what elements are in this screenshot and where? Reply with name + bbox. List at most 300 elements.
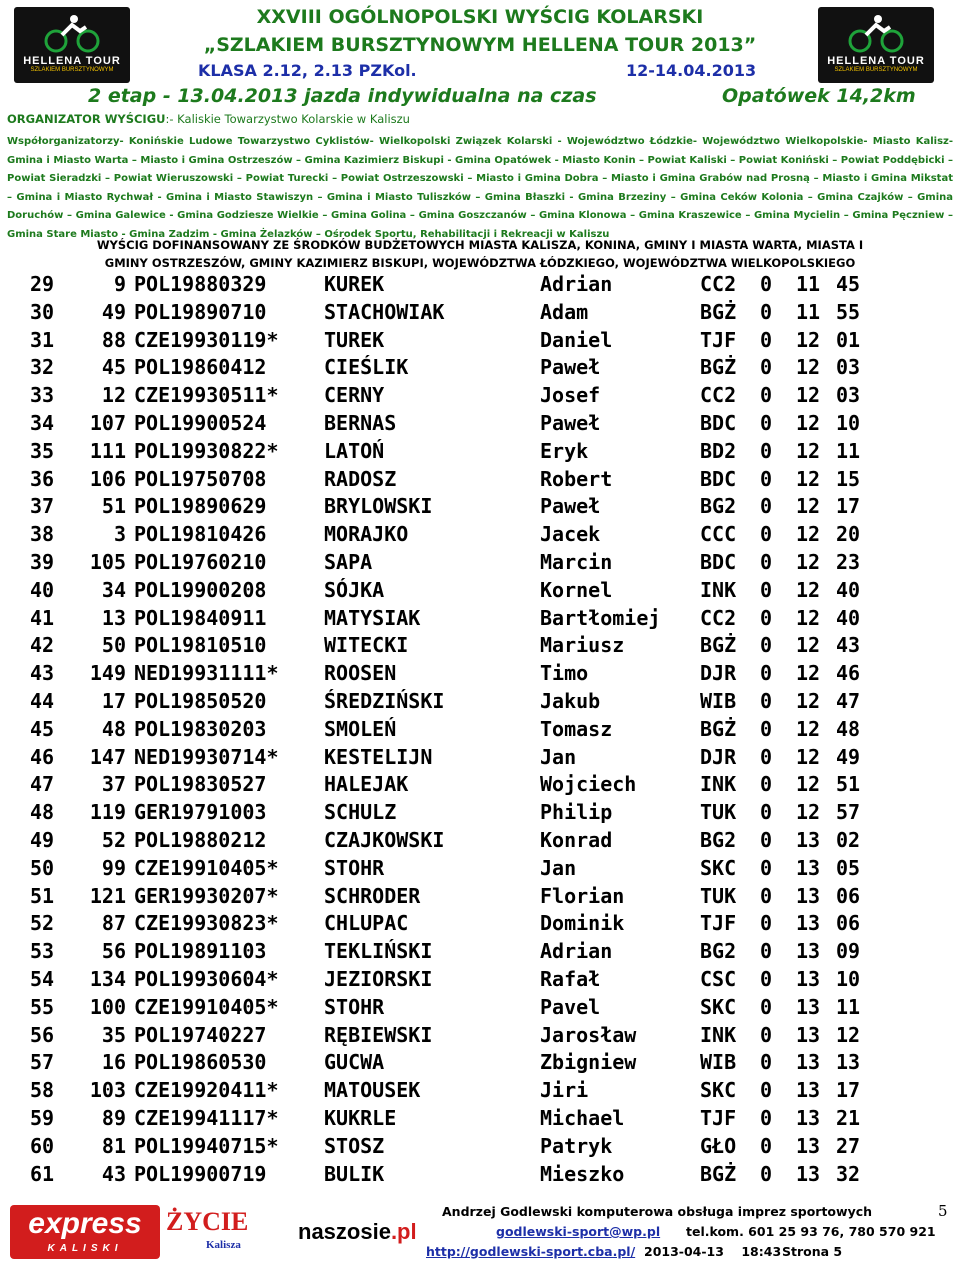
cell-last-name: GUCWA [324,1050,385,1075]
table-row [30,1105,872,1133]
cell-first-name: Mariusz [540,633,625,658]
cell-hours: 0 [760,466,773,491]
cell-last-name: BRYLOWSKI [324,494,433,519]
cell-minutes: 12 [796,466,821,491]
cell-uci-code: POL19900208 [134,577,267,602]
cell-team: BG2 [700,494,737,519]
footer-timestamp: 2013-04-13 18:43 [644,1244,782,1259]
race-class: KLASA 2.12, 2.13 PZKol. [198,61,417,80]
cell-place: 53 [30,939,55,964]
cell-seconds: 49 [836,744,861,769]
footer-page-label: Strona 5 [782,1244,843,1259]
race-subtitle: „SZLAKIEM BURSZTYNOWYM HELLENA TOUR 2013” [203,34,757,56]
cell-seconds: 10 [836,966,861,991]
cell-team: SKC [700,855,737,880]
cell-uci-code: POL19930822* [134,438,279,463]
cell-bib: 37 [101,772,126,797]
cell-team: DJR [700,661,737,686]
cell-last-name: STOHR [324,994,385,1019]
cell-hours: 0 [760,716,773,741]
cell-bib: 121 [89,883,126,908]
table-row [30,632,872,660]
cell-hours: 0 [760,688,773,713]
table-row [30,1133,872,1161]
cell-place: 36 [30,466,55,491]
cell-first-name: Rafał [540,966,601,991]
cell-place: 58 [30,1078,55,1103]
cell-seconds: 05 [836,855,861,880]
cell-seconds: 27 [836,1133,861,1158]
cell-minutes: 13 [796,1022,821,1047]
table-row [30,827,872,855]
cell-team: INK [700,772,737,797]
cell-first-name: Wojciech [540,772,637,797]
cell-team: BG2 [700,939,737,964]
cell-team: TUK [700,883,737,908]
cell-seconds: 46 [836,661,861,686]
cell-place: 48 [30,800,55,825]
cell-place: 57 [30,1050,55,1075]
cell-hours: 0 [760,1050,773,1075]
cell-hours: 0 [760,494,773,519]
cell-uci-code: GER19930207* [134,883,279,908]
cell-place: 33 [30,383,55,408]
cell-first-name: Bartłomiej [540,605,661,630]
logo-subtitle: SZLAKIEM BURSZTYNOWYM [30,67,114,73]
cell-last-name: KUKRLE [324,1105,397,1130]
cell-seconds: 09 [836,939,861,964]
cell-team: WIB [700,1050,737,1075]
coorganizers-block [7,133,953,244]
cell-minutes: 13 [796,827,821,852]
cell-place: 38 [30,522,55,547]
cell-team: BDC [700,549,737,574]
cell-bib: 134 [89,966,126,991]
cell-hours: 0 [760,272,773,296]
cell-last-name: CERNY [324,383,385,408]
table-row [30,327,872,355]
cell-bib: 34 [101,577,126,602]
cell-team: INK [700,1022,737,1047]
cell-last-name: STACHOWIAK [324,299,445,324]
cell-team: CSC [700,966,737,991]
cell-uci-code: CZE19941117* [134,1105,279,1130]
cell-place: 47 [30,772,55,797]
table-row [30,1049,872,1077]
cell-last-name: ŚREDZIŃSKI [324,688,445,713]
cell-seconds: 11 [836,438,861,463]
cell-minutes: 12 [796,744,821,769]
cell-bib: 48 [101,716,126,741]
express-kaliski-ad [10,1205,160,1259]
cell-team: CCC [700,522,737,547]
cell-uci-code: CZE19920411* [134,1078,279,1103]
cell-last-name: BERNAS [324,410,397,435]
cell-seconds: 40 [836,605,861,630]
coorganizers-label: Współorganizatorzy- [7,136,124,147]
cell-first-name: Michael [540,1105,625,1130]
cell-place: 49 [30,827,55,852]
cell-bib: 49 [101,299,126,324]
cell-team: BD2 [700,438,737,463]
cell-place: 52 [30,911,55,936]
race-title: XXVIII OGÓLNOPOLSKI WYŚCIG KOLARSKI [256,6,704,28]
cell-minutes: 13 [796,1050,821,1075]
cell-first-name: Adrian [540,272,613,296]
cell-bib: 35 [101,1022,126,1047]
cell-place: 54 [30,966,55,991]
cell-hours: 0 [760,661,773,686]
cell-uci-code: CZE19930511* [134,383,279,408]
cell-team: BGŻ [700,299,737,324]
cell-bib: 81 [101,1133,126,1158]
cell-last-name: MATYSIAK [324,605,421,630]
cell-team: GŁO [700,1133,737,1158]
cell-minutes: 11 [796,299,821,324]
table-row [30,1161,872,1189]
cell-last-name: SCHULZ [324,800,397,825]
cell-seconds: 43 [836,633,861,658]
cell-seconds: 06 [836,911,861,936]
cell-seconds: 02 [836,827,861,852]
table-row [30,716,872,744]
cell-minutes: 13 [796,1133,821,1158]
table-row [30,271,872,299]
cell-bib: 56 [101,939,126,964]
cell-place: 42 [30,633,55,658]
cell-hours: 0 [760,549,773,574]
cell-last-name: SAPA [324,549,373,574]
cell-last-name: STOSZ [324,1133,385,1158]
email-link[interactable]: godlewski-sport@wp.pl [496,1224,661,1239]
cell-uci-code: POL19900524 [134,410,267,435]
cell-place: 46 [30,744,55,769]
cell-place: 60 [30,1133,55,1158]
footer-author: Andrzej Godlewski komputerowa obsługa imprez sportowych [442,1204,873,1219]
table-row [30,966,872,994]
table-row [30,910,872,938]
cell-first-name: Adrian [540,939,613,964]
cell-last-name: CHLUPAC [324,911,409,936]
cell-seconds: 55 [836,299,861,324]
cell-hours: 0 [760,299,773,324]
cell-minutes: 12 [796,494,821,519]
cell-seconds: 01 [836,327,861,352]
table-row [30,549,872,577]
cell-first-name: Jarosław [540,1022,637,1047]
cell-seconds: 15 [836,466,861,491]
cell-first-name: Eryk [540,438,589,463]
stage-title: 2 etap - 13.04.2013 jazda indywidualna na czas [88,85,597,107]
cell-place: 30 [30,299,55,324]
cell-first-name: Jacek [540,522,601,547]
express-logo-text: express [28,1207,142,1240]
cell-minutes: 12 [796,688,821,713]
cell-bib: 50 [101,633,126,658]
cell-uci-code: POL19850520 [134,688,267,713]
cell-bib: 105 [89,549,126,574]
cell-bib: 16 [101,1050,126,1075]
cell-place: 29 [30,272,55,296]
coorganizers-value: Konińskie Ludowe Towarzystwo Cyklistów- Wielkopolski Związek Kolarski - Województwo Łódzkie- Województwo Wielkopolskie- Miasto Kalisz- Gmina i Miasto Warta – Miasto i Gmina Ostrzeszów – Gmina Kazimierz Biskupi - Gmina Opatówek - Miasto Konin – Powiat Kaliski – Powiat Koniński – Powiat Poddębicki – Powiat Sieradzki – Powiat Wieruszowski – Powiat Turecki – Powiat Ostrzeszowski – Miasto i Gmina Dobra – Miasto i Gmina Grabów nad Prosną – Miasto i Gmina Mikstat – Gmina i Miasto Rychwał - Gmina i Miasto Stawiszyn – Gmina i Miasto Tuliszków – Gmina Błaszki - Gmina Brzeziny – Gmina Ceków Kolonia – Gmina Czajków – Gmina Doruchów – Gmina Galewice - Gmina Godziesze Wielkie – Gmina Golina – Gmina Goszczanów – Gmina Klonowa – Gmina Kraszewice – Gmina Mycielin – Gmina Pęczniew – Gmina Stare Miasto - Gmina Zadzim - Gmina Żelazków – Ośrodek Sportu, Rehabilitacji i Rekreacji w Kaliszu [7,136,953,240]
cell-team: TUK [700,800,737,825]
cell-minutes: 12 [796,772,821,797]
cell-bib: 103 [89,1078,126,1103]
results-table [30,271,872,1188]
cell-uci-code: POL19760210 [134,549,267,574]
cell-last-name: JEZIORSKI [324,966,433,991]
cell-minutes: 12 [796,577,821,602]
cell-first-name: Kornel [540,577,613,602]
cell-team: BGŻ [700,1161,737,1186]
cell-minutes: 13 [796,911,821,936]
zycie-logo-sub: Kalisza [206,1239,241,1251]
cell-hours: 0 [760,1105,773,1130]
cell-team: TJF [700,327,737,352]
cell-team: TJF [700,1105,737,1130]
cell-last-name: KESTELIJN [324,744,433,769]
cell-hours: 0 [760,855,773,880]
cell-uci-code: CZE19910405* [134,994,279,1019]
cell-hours: 0 [760,883,773,908]
cell-first-name: Daniel [540,327,613,352]
cell-team: BGŻ [700,716,737,741]
cell-minutes: 13 [796,1078,821,1103]
cell-first-name: Paweł [540,410,601,435]
cell-uci-code: POL19860530 [134,1050,267,1075]
table-row [30,493,872,521]
cell-hours: 0 [760,577,773,602]
cell-first-name: Jiri [540,1078,589,1103]
cell-first-name: Timo [540,661,589,686]
cell-minutes: 12 [796,661,821,686]
logo-subtitle: SZLAKIEM BURSZTYNOWYM [834,67,918,73]
cell-last-name: MORAJKO [324,522,409,547]
cell-place: 51 [30,883,55,908]
cell-first-name: Marcin [540,549,613,574]
cell-bib: 149 [89,661,126,686]
funding-notice [0,236,960,272]
website-link[interactable]: http://godlewski-sport.cba.pl/ [426,1244,636,1259]
cell-place: 61 [30,1161,55,1186]
cell-first-name: Jan [540,744,577,769]
cell-first-name: Paweł [540,355,601,380]
cell-first-name: Philip [540,800,613,825]
cell-uci-code: POL19890629 [134,494,267,519]
table-row [30,354,872,382]
cell-place: 43 [30,661,55,686]
cell-last-name: ROOSEN [324,661,397,686]
cell-bib: 51 [101,494,126,519]
cell-uci-code: POL19880329 [134,272,267,296]
cell-last-name: TEKLIŃSKI [324,939,433,964]
cell-bib: 3 [113,522,126,547]
cell-hours: 0 [760,1078,773,1103]
cell-first-name: Jakub [540,688,601,713]
cell-seconds: 17 [836,494,861,519]
cell-seconds: 11 [836,994,861,1019]
table-row [30,688,872,716]
cell-hours: 0 [760,327,773,352]
cell-seconds: 45 [836,272,861,296]
cell-uci-code: CZE19930119* [134,327,279,352]
cell-place: 55 [30,994,55,1019]
cell-uci-code: POL19750708 [134,466,267,491]
cell-seconds: 10 [836,410,861,435]
table-row [30,466,872,494]
cell-place: 39 [30,549,55,574]
stage-distance: Opatówek 14,2km [722,85,916,107]
cell-place: 34 [30,410,55,435]
cell-seconds: 47 [836,688,861,713]
cell-uci-code: GER19791003 [134,800,267,825]
cell-hours: 0 [760,438,773,463]
cell-first-name: Jan [540,855,577,880]
cell-last-name: LATOŃ [324,438,385,463]
cell-bib: 12 [101,383,126,408]
table-row [30,605,872,633]
cell-seconds: 12 [836,1022,861,1047]
cell-uci-code: POL19810510 [134,633,267,658]
cell-minutes: 12 [796,355,821,380]
cell-minutes: 13 [796,855,821,880]
cell-team: BDC [700,466,737,491]
table-row [30,855,872,883]
cell-hours: 0 [760,800,773,825]
naszosie-logo-text: naszosie [298,1219,391,1244]
cell-first-name: Paweł [540,494,601,519]
logo-title: HELLENA TOUR [23,55,121,67]
cell-place: 40 [30,577,55,602]
cell-first-name: Dominik [540,911,625,936]
cell-minutes: 12 [796,438,821,463]
cell-uci-code: POL19940715* [134,1133,279,1158]
cell-uci-code: NED19930714* [134,744,279,769]
cell-minutes: 13 [796,1105,821,1130]
funding-line-1: WYŚCIG DOFINANSOWANY ZE ŚRODKÓW BUDŻETOWYCH MIASTA KALISZA, KONINA, GMINY I MIASTA WARTA, MIASTA I [96,238,864,252]
cell-place: 41 [30,605,55,630]
cell-seconds: 57 [836,800,861,825]
cell-hours: 0 [760,383,773,408]
cell-minutes: 12 [796,383,821,408]
cell-place: 45 [30,716,55,741]
table-row [30,382,872,410]
cell-hours: 0 [760,939,773,964]
cell-team: BDC [700,410,737,435]
table-row [30,938,872,966]
table-row [30,299,872,327]
cell-uci-code: POL19900719 [134,1161,267,1186]
cell-first-name: Mieszko [540,1161,625,1186]
cell-seconds: 13 [836,1050,861,1075]
organizer-label: ORGANIZATOR WYŚCIGU [7,112,166,126]
cell-hours: 0 [760,355,773,380]
cell-first-name: Konrad [540,827,613,852]
footer-phone: tel.kom. 601 25 93 76, 780 570 921 [686,1224,936,1239]
cell-place: 44 [30,688,55,713]
cell-bib: 88 [101,327,126,352]
cell-minutes: 12 [796,410,821,435]
cell-minutes: 13 [796,883,821,908]
cell-uci-code: CZE19910405* [134,855,279,880]
cell-minutes: 13 [796,966,821,991]
cell-first-name: Patryk [540,1133,613,1158]
cell-seconds: 03 [836,383,861,408]
table-row [30,994,872,1022]
cell-first-name: Tomasz [540,716,613,741]
cell-minutes: 11 [796,272,821,296]
cell-place: 56 [30,1022,55,1047]
cell-hours: 0 [760,827,773,852]
cell-bib: 13 [101,605,126,630]
cell-first-name: Josef [540,383,601,408]
cell-bib: 43 [101,1161,126,1186]
cell-team: CC2 [700,383,737,408]
organizer-value: :- Kaliskie Towarzystwo Kolarskie w Kaliszu [165,112,410,126]
cell-team: BGŻ [700,355,737,380]
cell-uci-code: NED19931111* [134,661,279,686]
cell-place: 32 [30,355,55,380]
cell-seconds: 48 [836,716,861,741]
cell-place: 37 [30,494,55,519]
table-row [30,744,872,772]
cell-hours: 0 [760,772,773,797]
cell-team: DJR [700,744,737,769]
cell-seconds: 21 [836,1105,861,1130]
table-row [30,438,872,466]
cell-last-name: RĘBIEWSKI [324,1022,433,1047]
cell-uci-code: POL19830203 [134,716,267,741]
cell-place: 50 [30,855,55,880]
cell-hours: 0 [760,1022,773,1047]
cell-bib: 87 [101,911,126,936]
cell-team: INK [700,577,737,602]
table-row [30,660,872,688]
cell-minutes: 13 [796,994,821,1019]
cell-place: 35 [30,438,55,463]
cell-seconds: 51 [836,772,861,797]
page-number: 5 [938,1202,948,1220]
table-row [30,1022,872,1050]
cell-bib: 107 [89,410,126,435]
cell-place: 59 [30,1105,55,1130]
cell-last-name: SÓJKA [324,577,385,602]
cell-bib: 111 [89,438,126,463]
cell-bib: 89 [101,1105,126,1130]
cell-team: BGŻ [700,633,737,658]
cell-hours: 0 [760,911,773,936]
results-body [30,271,872,1188]
table-row [30,1077,872,1105]
cell-last-name: STOHR [324,855,385,880]
cell-hours: 0 [760,1133,773,1158]
cell-last-name: KUREK [324,272,385,296]
cell-hours: 0 [760,605,773,630]
table-row [30,799,872,827]
cell-last-name: BULIK [324,1161,385,1186]
cell-first-name: Pavel [540,994,601,1019]
cell-hours: 0 [760,1161,773,1186]
cell-last-name: WITECKI [324,633,409,658]
cell-uci-code: POL19860412 [134,355,267,380]
cell-team: SKC [700,1078,737,1103]
cell-first-name: Florian [540,883,625,908]
cell-team: CC2 [700,272,737,296]
logo-title: HELLENA TOUR [827,55,925,67]
cell-minutes: 13 [796,939,821,964]
cell-bib: 100 [89,994,126,1019]
cell-last-name: TUREK [324,327,385,352]
